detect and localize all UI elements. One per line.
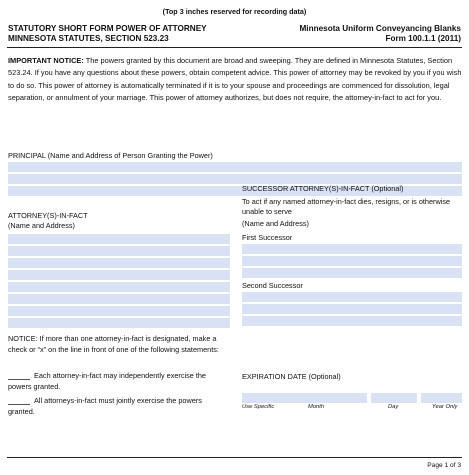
- principal-field-line1[interactable]: [8, 162, 462, 172]
- important-notice: [8, 55, 462, 105]
- principal-label: PRINCIPAL (Name and Address of Person Granting the Power): [8, 151, 213, 160]
- option1-text-line1: Each attorney-in-fact may independently exercise the: [34, 371, 206, 380]
- option2-text-line2: granted.: [8, 407, 35, 416]
- expiration-hint-day: Day: [388, 404, 399, 410]
- attorney-field-line3[interactable]: [8, 258, 230, 268]
- first-successor-field-line2[interactable]: [242, 256, 462, 266]
- form-source: [299, 24, 461, 44]
- expiration-label: EXPIRATION DATE (Optional): [242, 372, 341, 381]
- option2-text-line1: All attorneys-in-fact must jointly exercise the powers: [34, 396, 202, 405]
- second-successor-field-line3[interactable]: [242, 316, 462, 326]
- attorney-label: ATTORNEY(S)-IN-FACT: [8, 211, 88, 220]
- page-number: Page 1 of 3: [427, 462, 461, 469]
- successor-sublabel: (Name and Address): [242, 219, 309, 228]
- attorney-field-line6[interactable]: [8, 294, 230, 304]
- attorney-field-line7[interactable]: [8, 306, 230, 316]
- form-title: [8, 24, 207, 44]
- form-title-line2: MINNESOTA STATUTES, SECTION 523.23: [8, 34, 169, 43]
- form-number: Form 100.1.1 (2011): [385, 34, 461, 43]
- first-successor-field-line3[interactable]: [242, 268, 462, 278]
- first-successor-field-line1[interactable]: [242, 244, 462, 254]
- second-successor-field-line1[interactable]: [242, 292, 462, 302]
- expiration-hint-month: Month: [308, 404, 325, 410]
- recording-reserve-note: (Top 3 inches reserved for recording data): [162, 7, 307, 16]
- attorney-field-line5[interactable]: [8, 282, 230, 292]
- header-divider: [7, 47, 462, 48]
- attorney-field-line8[interactable]: [8, 318, 230, 328]
- successor-label: SUCCESSOR ATTORNEY(S)-IN-FACT (Optional): [242, 184, 404, 193]
- first-successor-label: First Successor: [242, 233, 293, 242]
- expiration-month-field[interactable]: [242, 393, 367, 403]
- form-source-line1: Minnesota Uniform Conveyancing Blanks: [299, 24, 461, 33]
- multiple-attorney-notice-line1: NOTICE: If more than one attorney-in-fact is designated, make a: [8, 334, 217, 343]
- attorney-field-line1[interactable]: [8, 234, 230, 244]
- attorney-sublabel: (Name and Address): [8, 221, 75, 230]
- option1-text-line2: powers granted.: [8, 382, 61, 391]
- attorney-field-line4[interactable]: [8, 270, 230, 280]
- option2-check-line[interactable]: [8, 404, 30, 405]
- second-successor-field-line2[interactable]: [242, 304, 462, 314]
- important-notice-text: The powers granted by this document are broad and sweeping. They are defined in Minnesota Statutes, Section 523.24. If you have any questions about these powers, obtain competent advice. This power of attorney may be revoked by you if you wish to do so. This power of attorney is automatically terminated if it is to your spouse and proceedings are commenced for dissolution, legal separation, or annulment of your marriage. This power of attorney authorizes, but does not require, the attorney-in-fact to act for you.: [8, 56, 462, 103]
- footer-divider: [7, 457, 462, 458]
- multiple-attorney-notice-line2: check or “x” on the line in front of one of the following statements:: [8, 345, 219, 354]
- expiration-day-field[interactable]: [371, 393, 417, 403]
- expiration-hint-year: Year Only: [432, 404, 458, 410]
- form-title-line1: STATUTORY SHORT FORM POWER OF ATTORNEY: [8, 24, 207, 33]
- successor-desc-line2: unable to serve: [242, 207, 292, 216]
- attorney-field-line2[interactable]: [8, 246, 230, 256]
- successor-desc-line1: To act if any named attorney-in-fact dies, resigns, or is otherwise: [242, 197, 451, 206]
- important-notice-label: IMPORTANT NOTICE:: [8, 56, 84, 65]
- expiration-year-field[interactable]: [421, 393, 462, 403]
- principal-field-line2[interactable]: [8, 174, 462, 184]
- expiration-hint-use-specific: Use Specific: [242, 404, 275, 410]
- second-successor-label: Second Successor: [242, 281, 303, 290]
- option1-check-line[interactable]: [8, 379, 30, 380]
